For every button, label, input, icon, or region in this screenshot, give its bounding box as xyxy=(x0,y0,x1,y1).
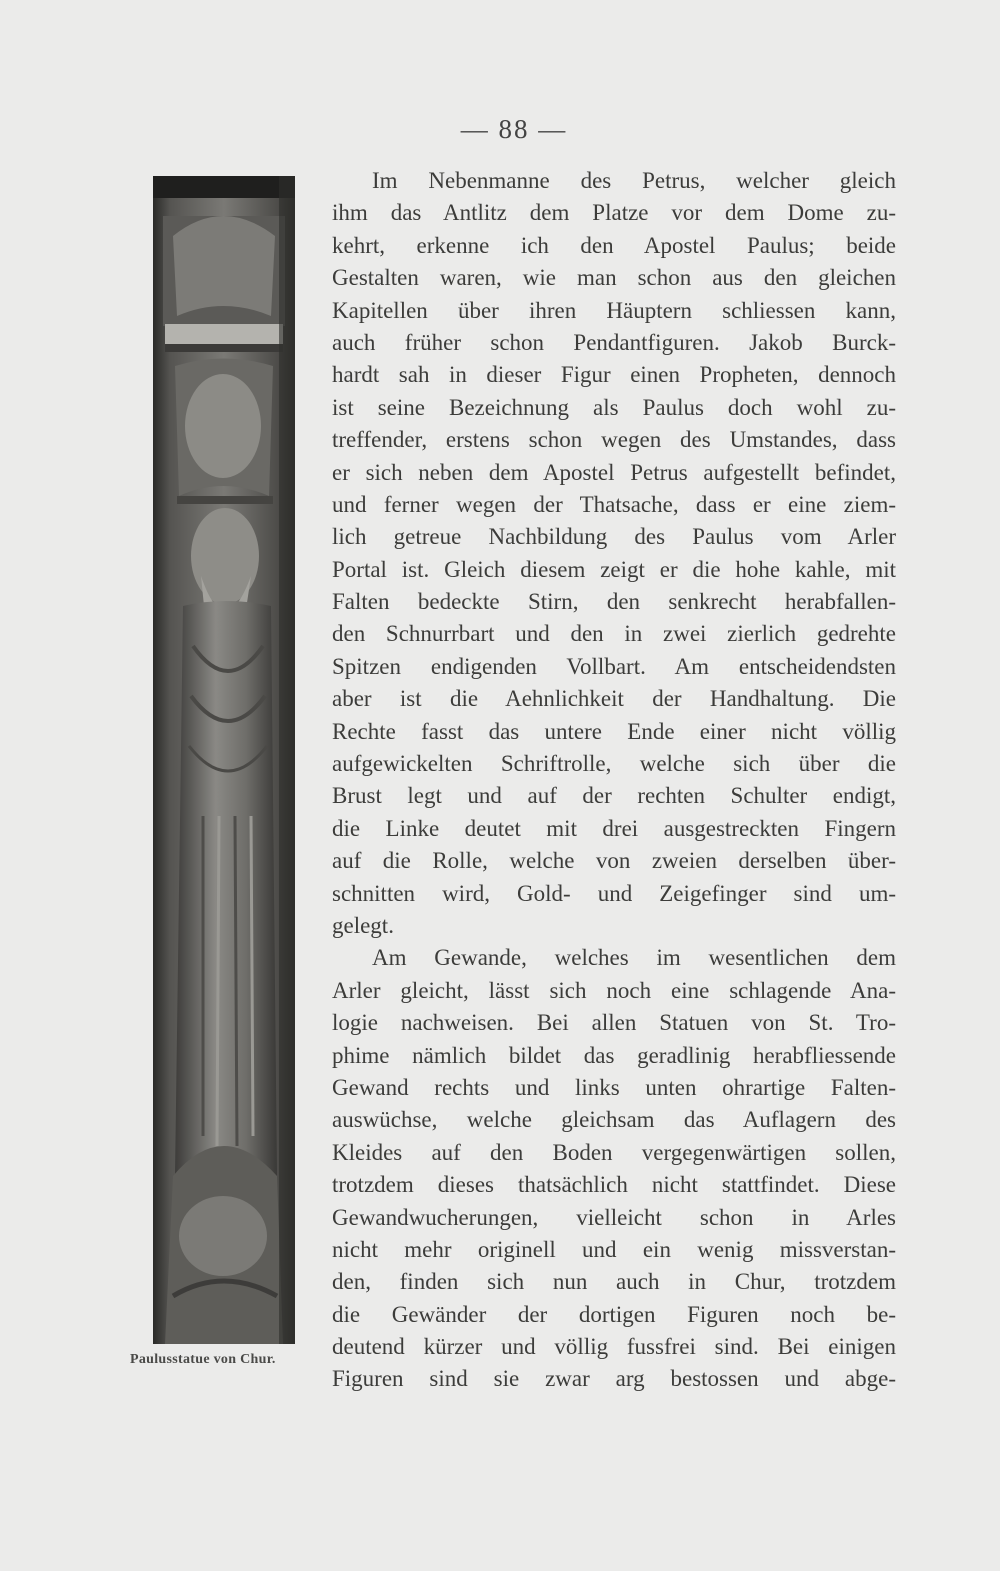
text-line: die Linke deutet mit drei ausgestreckten Fingern xyxy=(332,815,896,841)
statue-photograph xyxy=(153,176,295,1344)
text-line: auch früher schon Pendantfiguren. Jakob Burck- xyxy=(332,329,896,355)
text-line: Kleides auf den Boden vergegenwärtigen sollen, xyxy=(332,1139,896,1165)
body-text xyxy=(332,165,896,1396)
text-line: den Schnurrbart und den in zwei zierlich gedrehte xyxy=(332,621,896,647)
text-line: Figuren sind sie zwar arg bestossen und abge- xyxy=(332,1366,896,1392)
text-line: aufgewickelten Schriftrolle, welche sich über die xyxy=(332,751,896,777)
text-line: aber ist die Aehnlichkeit der Handhaltung. Die xyxy=(332,686,896,712)
text-line: Spitzen endigenden Vollbart. Am entscheidendsten xyxy=(332,653,896,679)
text-line: kehrt, erkenne ich den Apostel Paulus; beide xyxy=(332,232,896,258)
text-line: die Gewänder der dortigen Figuren noch be- xyxy=(332,1301,896,1327)
text-line: hardt sah in dieser Figur einen Propheten, dennoch xyxy=(332,362,896,388)
text-line: Gestalten waren, wie man schon aus den gleichen xyxy=(332,265,896,291)
text-line: trotzdem dieses thatsächlich nicht stattfindet. Diese xyxy=(332,1172,896,1198)
text-line: Gewandwucherungen, vielleicht schon in Arles xyxy=(332,1204,896,1230)
text-line: ist seine Bezeichnung als Paulus doch wohl zu- xyxy=(332,394,896,420)
text-line: und ferner wegen der Thatsache, dass er eine ziem- xyxy=(332,491,896,517)
text-line: nicht mehr originell und ein wenig missverstan- xyxy=(332,1236,896,1262)
text-line: Kapitellen über ihren Häuptern schliessen kann, xyxy=(332,297,896,323)
statue-image xyxy=(153,176,295,1344)
text-line: ihm das Antlitz dem Platze vor dem Dome zu- xyxy=(332,200,896,226)
text-line: gelegt. xyxy=(332,912,394,938)
text-line: Am Gewande, welches im wesentlichen dem xyxy=(372,945,896,971)
text-line: schnitten wird, Gold- und Zeigefinger sind um- xyxy=(332,880,896,906)
text-line: Brust legt und auf der rechten Schulter endigt, xyxy=(332,783,896,809)
text-line: Im Nebenmanne des Petrus, welcher gleich xyxy=(372,168,896,193)
text-line: Arler gleicht, lässt sich noch eine schlagende Ana- xyxy=(332,977,896,1003)
text-line: Falten bedeckte Stirn, den senkrecht herabfallen- xyxy=(332,589,896,615)
figure-caption: Paulusstatue von Chur. xyxy=(130,1352,276,1367)
text-line: auswüchse, welche gleichsam das Auflagern des xyxy=(332,1107,896,1133)
text-line: treffender, erstens schon wegen des Umstandes, dass xyxy=(332,427,896,453)
text-line: er sich neben dem Apostel Petrus aufgestellt befindet, xyxy=(332,459,896,485)
text-line: logie nachweisen. Bei allen Statuen von St. Tro- xyxy=(332,1010,896,1036)
page-number: — 88 — xyxy=(460,114,568,144)
text-line: phime nämlich bildet das geradlinig herabfliessende xyxy=(332,1042,896,1068)
text-line: deutend kürzer und völlig fussfrei sind. Bei einigen xyxy=(332,1334,896,1360)
text-line: lich getreue Nachbildung des Paulus vom Arler xyxy=(332,524,896,550)
text-line: Rechte fasst das untere Ende einer nicht völlig xyxy=(332,718,896,744)
text-line: Gewand rechts und links unten ohrartige Falten- xyxy=(332,1074,896,1100)
text-line: den, finden sich nun auch in Chur, trotzdem xyxy=(332,1269,896,1295)
text-line: Portal ist. Gleich diesem zeigt er die hohe kahle, mit xyxy=(332,556,896,582)
text-line: auf die Rolle, welche von zweien derselben über- xyxy=(332,848,896,874)
